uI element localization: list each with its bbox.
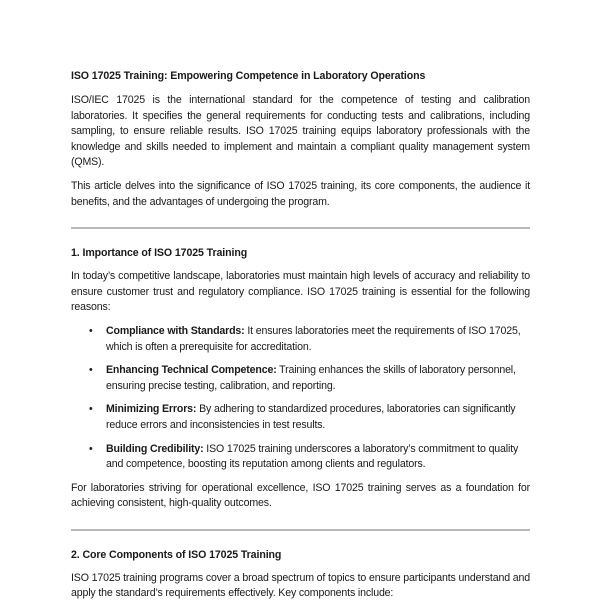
intro-paragraph-2: This article delves into the significance of ISO 17025 training, its core components, the audience it benefits, and the advantages of undergoing the program. <box>71 179 530 208</box>
section-divider <box>71 529 530 531</box>
section-2-intro: ISO 17025 training programs cover a broad spectrum of topics to ensure participants understand and apply the standard’s requirements effectively. Key components include: <box>71 571 530 600</box>
bullet-icon: • <box>89 442 93 455</box>
section-1-heading: 1. Importance of ISO 17025 Training <box>71 247 248 260</box>
document-page <box>71 68 530 610</box>
list-item-text: ISO 17025 training underscores a laboratory’s commitment to quality and competence, boosting its reputation among clients and regulators. <box>106 442 519 471</box>
list-item <box>71 442 530 473</box>
bullet-icon: • <box>89 364 93 377</box>
bullet-icon: • <box>89 403 93 416</box>
list-item-label: Compliance with Standards: <box>106 324 245 337</box>
section-1-intro: In today’s competitive landscape, laboratories must maintain high levels of accuracy and reliability to ensure customer trust and regulatory compliance. ISO 17025 training is essential for the following reasons: <box>71 270 530 314</box>
list-item-text: Training enhances the skills of laboratory personnel, ensuring precise testing, calibration, and reporting. <box>106 364 516 392</box>
list-item-label: Enhancing Technical Competence: <box>106 364 277 377</box>
list-item <box>71 402 530 433</box>
list-item-text: By adhering to standardized procedures, laboratories can significantly reduce errors and inconsistencies in test results. <box>106 403 516 431</box>
document-title: ISO 17025 Training: Empowering Competence in Laboratory Operations <box>71 70 426 82</box>
list-item <box>71 324 530 355</box>
list-item-label: Minimizing Errors: <box>106 403 197 416</box>
section-1-bullet-list <box>71 324 530 473</box>
list-item-text: It ensures laboratories meet the requirements of ISO 17025, which is often a prerequisite for accreditation. <box>106 324 521 353</box>
bullet-icon: • <box>89 324 93 337</box>
section-1-closing: For laboratories striving for operational excellence, ISO 17025 training serves as a foundation for achieving consistent, high-quality outcomes. <box>71 481 530 510</box>
section-divider <box>71 227 530 229</box>
list-item <box>71 363 530 394</box>
section-2-heading: 2. Core Components of ISO 17025 Training <box>71 548 282 561</box>
list-item-label: Building Credibility: <box>106 442 204 455</box>
intro-paragraph-1: ISO/IEC 17025 is the international standard for the competence of testing and calibration laboratories. It specifies the general requirements for conducting tests and calibrations, including sampling, to ensure reliable results. ISO 17025 training equips laboratory professionals with the knowledge and skills needed to implement and maintain a compliant quality management system (QMS). <box>71 94 530 169</box>
